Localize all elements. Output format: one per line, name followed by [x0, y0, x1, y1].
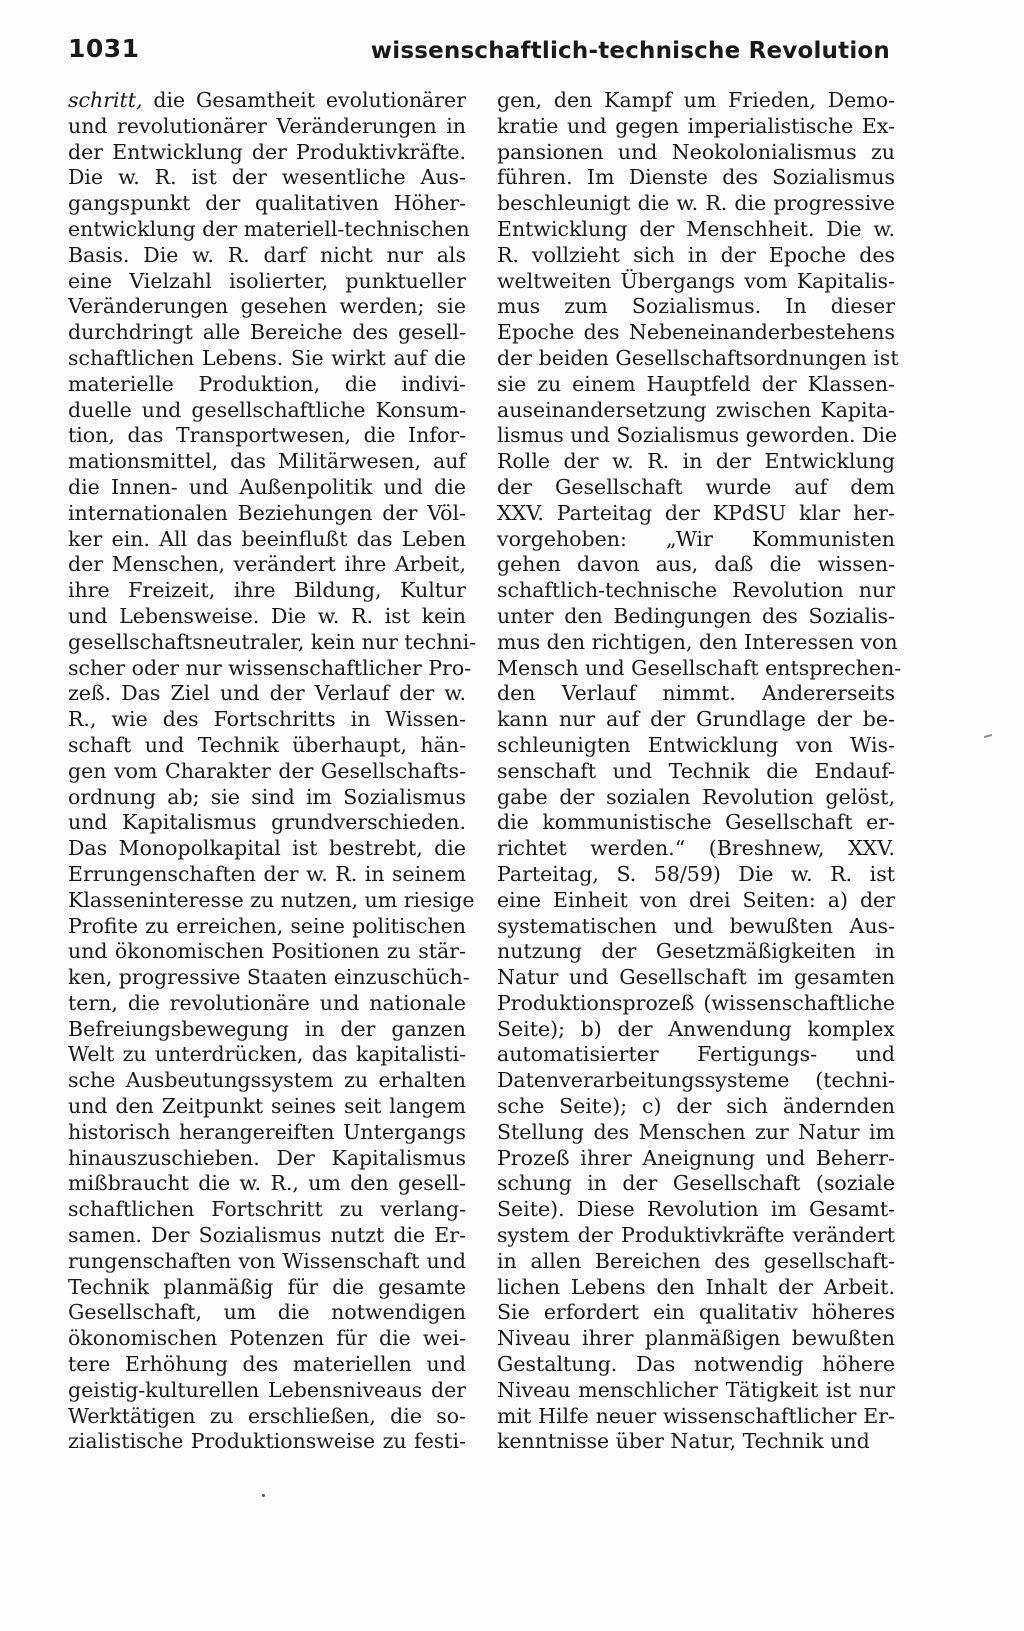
text-line: materielle Produktion, die indivi-: [68, 371, 466, 396]
text-line: geistig-kulturellen Lebensniveaus der: [68, 1377, 466, 1402]
text-line: schaftlichen Lebens. Sie wirkt auf die: [68, 345, 466, 370]
text-line: sie zu einem Hauptfeld der Klassen-: [497, 371, 895, 396]
print-speck: [262, 1494, 265, 1497]
text-line: duelle und gesellschaftliche Konsum-: [68, 397, 466, 422]
text-line: und Lebensweise. Die w. R. ist kein: [68, 603, 466, 628]
text-line: zeß. Das Ziel und der Verlauf der w.: [68, 681, 466, 706]
text-line: senschaft und Technik die Endauf-: [497, 758, 895, 783]
text-line: beschleunigt die w. R. die progressive: [497, 191, 895, 216]
text-line: Entwicklung der Menschheit. Die w.: [497, 216, 895, 241]
text-fragment: die Gesamtheit evolutionärer: [142, 88, 466, 112]
text-line: führen. Im Dienste des Sozialismus: [497, 165, 895, 190]
text-line: tion, das Transportwesen, die Infor-: [68, 423, 466, 448]
text-line: Basis. Die w. R. darf nicht nur als: [68, 242, 466, 267]
text-line: kann nur auf der Grundlage der be-: [497, 707, 895, 732]
text-line: Niveau ihrer planmäßigen bewußten: [497, 1326, 895, 1351]
text-line: mus den richtigen, den Interessen von: [497, 629, 898, 654]
page-number: 1031: [68, 34, 140, 63]
text-line: Stellung des Menschen zur Natur im: [497, 1119, 895, 1144]
text-line: lichen Lebens den Inhalt der Arbeit.: [497, 1274, 895, 1299]
text-line: XXV. Parteitag der KPdSU klar her-: [497, 500, 895, 525]
text-line: mißbraucht die w. R., um den gesell-: [68, 1171, 466, 1196]
text-line: Befreiungsbewegung in der ganzen: [68, 1016, 466, 1041]
text-line: und ökonomischen Positionen zu stär-: [68, 939, 466, 964]
text-line: kenntnisse über Natur, Technik und: [497, 1429, 870, 1454]
text-line: der Menschen, verändert ihre Arbeit,: [68, 552, 466, 577]
text-line: kratie und gegen imperialistische Ex-: [497, 113, 895, 138]
text-line: Profite zu erreichen, seine politischen: [68, 913, 466, 938]
text-line: tere Erhöhung des materiellen und: [68, 1352, 466, 1377]
text-line: schaft und Technik überhaupt, hän-: [68, 732, 466, 757]
text-line: die Innen- und Außenpolitik und die: [68, 474, 466, 499]
text-line: Gesellschaft, um die notwendigen: [68, 1300, 466, 1325]
text-line: scher oder nur wissenschaftlicher Pro-: [68, 655, 472, 680]
text-line: internationalen Beziehungen der Völ-: [68, 500, 466, 525]
text-line: Sie erfordert ein qualitativ höheres: [497, 1300, 895, 1325]
text-line: schung in der Gesellschaft (soziale: [497, 1171, 895, 1196]
text-line: lismus und Sozialismus geworden. Die: [497, 423, 898, 448]
text-line: hinauszuschieben. Der Kapitalismus: [68, 1145, 466, 1170]
text-line: ker ein. All das beeinflußt das Leben: [68, 526, 466, 551]
text-line: sche Seite); c) der sich ändernden: [497, 1094, 895, 1119]
text-line: systematischen und bewußten Aus-: [497, 913, 895, 938]
text-line: [68, 88, 466, 114]
text-line: system der Produktivkräfte verändert: [497, 1223, 895, 1248]
text-line: der Entwicklung der Produktivkräfte.: [68, 139, 466, 164]
text-line: gabe der sozialen Revolution gelöst,: [497, 784, 895, 809]
italic-word: schritt,: [68, 88, 143, 112]
left-text-column: [68, 88, 477, 1455]
text-line: Natur und Gesellschaft im gesamten: [497, 965, 895, 990]
text-line: in allen Bereichen des gesellschaft-: [497, 1248, 895, 1273]
text-line: Die w. R. ist der wesentliche Aus-: [68, 165, 466, 190]
text-line: eine Einheit von drei Seiten: a) der: [497, 887, 895, 912]
text-line: Errungenschaften der w. R. in seinem: [68, 861, 466, 886]
text-line: rungenschaften von Wissenschaft und: [68, 1248, 466, 1273]
text-line: tern, die revolutionäre und nationale: [68, 990, 466, 1015]
text-line: unter den Bedingungen des Sozialis-: [497, 603, 895, 628]
text-line: schaftlich-technische Revolution nur: [497, 578, 895, 603]
text-line: und Kapitalismus grundverschieden.: [68, 810, 466, 835]
text-line: Das Monopolkapital ist bestrebt, die: [68, 836, 466, 861]
text-line: gangspunkt der qualitativen Höher-: [68, 191, 466, 216]
text-line: ihre Freizeit, ihre Bildung, Kultur: [68, 578, 466, 603]
text-line: richtet werden.“ (Breshnew, XXV.: [497, 836, 895, 861]
running-head: wissenschaftlich-technische Revolution: [370, 38, 890, 64]
text-line: der beiden Gesellschaftsordnungen ist: [497, 345, 899, 370]
text-line: Epoche des Nebeneinanderbestehens: [497, 320, 895, 345]
right-text-column: [497, 88, 902, 1455]
text-line: gesellschaftsneutraler, kein nur techni-: [68, 629, 477, 654]
text-line: Gestaltung. Das notwendig höhere: [497, 1352, 895, 1377]
text-line: Veränderungen gesehen werden; sie: [68, 294, 466, 319]
text-line: Rolle der w. R. in der Entwicklung: [497, 449, 895, 474]
text-line: gen vom Charakter der Gesellschafts-: [68, 758, 466, 783]
text-line: weltweiten Übergangs vom Kapitalis-: [497, 268, 895, 293]
text-line: mit Hilfe neuer wissenschaftlicher Er-: [497, 1403, 895, 1428]
text-line: sche Ausbeutungssystem zu erhalten: [68, 1068, 466, 1093]
text-line: gen, den Kampf um Frieden, Demo-: [497, 88, 895, 112]
text-line: gehen davon aus, daß die wissen-: [497, 552, 895, 577]
print-mark: [984, 734, 992, 738]
text-line: die kommunistische Gesellschaft er-: [497, 810, 895, 835]
text-line: R., wie des Fortschritts in Wissen-: [68, 707, 466, 732]
text-line: vorgehoben: „Wir Kommunisten: [497, 526, 895, 551]
text-line: R. vollzieht sich in der Epoche des: [497, 242, 895, 267]
text-line: der Gesellschaft wurde auf dem: [497, 474, 895, 499]
text-line: durchdringt alle Bereiche des gesell-: [68, 320, 466, 345]
text-line: zialistische Produktionsweise zu festi-: [68, 1429, 466, 1454]
text-line: Technik planmäßig für die gesamte: [68, 1274, 466, 1299]
text-line: Seite); b) der Anwendung komplex: [497, 1016, 895, 1041]
text-line: ökonomischen Potenzen für die wei-: [68, 1326, 466, 1351]
text-line: und revolutionärer Veränderungen in: [68, 113, 466, 138]
text-line: auseinandersetzung zwischen Kapita-: [497, 397, 895, 422]
text-line: Prozeß ihrer Aneignung und Beherr-: [497, 1145, 895, 1170]
text-line: Datenverarbeitungssysteme (techni-: [497, 1068, 895, 1093]
text-line: mus zum Sozialismus. In dieser: [497, 294, 895, 319]
text-line: ken, progressive Staaten einzuschüch-: [68, 965, 470, 990]
text-line: ordnung ab; sie sind im Sozialismus: [68, 784, 466, 809]
text-line: Produktionsprozeß (wissenschaftliche: [497, 990, 895, 1015]
text-line: Parteitag, S. 58/59) Die w. R. ist: [497, 861, 895, 886]
text-line: den Verlauf nimmt. Andererseits: [497, 681, 895, 706]
text-line: automatisierter Fertigungs- und: [497, 1042, 895, 1067]
text-line: Mensch und Gesellschaft entsprechen-: [497, 655, 902, 680]
text-line: eine Vielzahl isolierter, punktueller: [68, 268, 466, 293]
text-line: historisch herangereiften Untergangs: [68, 1119, 466, 1144]
text-line: entwicklung der materiell-technischen: [68, 216, 470, 241]
text-line: Werktätigen zu erschließen, die so-: [68, 1403, 466, 1428]
text-line: nutzung der Gesetzmäßigkeiten in: [497, 939, 895, 964]
text-line: und den Zeitpunkt seines seit langem: [68, 1094, 466, 1119]
text-line: schleunigten Entwicklung von Wis-: [497, 732, 895, 757]
text-line: schaftlichen Fortschritt zu verlang-: [68, 1197, 466, 1222]
page-header: [68, 34, 890, 78]
text-line: Seite). Diese Revolution im Gesamt-: [497, 1197, 895, 1222]
text-line: Klasseninteresse zu nutzen, um riesige: [68, 887, 475, 912]
text-line: mationsmittel, das Militärwesen, auf: [68, 449, 466, 474]
text-line: samen. Der Sozialismus nutzt die Er-: [68, 1223, 466, 1248]
text-line: Niveau menschlicher Tätigkeit ist nur: [497, 1377, 895, 1402]
text-line: pansionen und Neokolonialismus zu: [497, 139, 895, 164]
text-line: Welt zu unterdrücken, das kapitalisti-: [68, 1042, 466, 1067]
